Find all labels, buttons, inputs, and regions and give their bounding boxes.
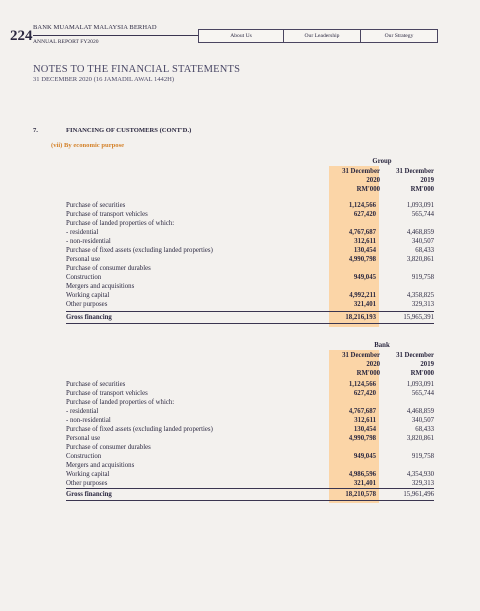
row-label: Personal use <box>66 435 101 442</box>
bank-col-2020-header <box>330 351 380 378</box>
table-row <box>66 443 434 452</box>
value-2019: 919,758 <box>411 274 434 281</box>
table-row <box>66 291 434 300</box>
value-2020: 312,611 <box>354 238 376 245</box>
value-2020: 4,986,596 <box>348 471 376 478</box>
row-label: Purchase of securities <box>66 202 126 209</box>
value-2019: 340,507 <box>411 417 434 424</box>
value-2020: 4,990,798 <box>348 256 376 263</box>
table-row <box>66 210 434 219</box>
col-header-date: 31 December <box>396 168 434 175</box>
value-2020: 1,124,566 <box>348 202 376 209</box>
table-row <box>66 246 434 255</box>
value-2019: 68,433 <box>415 247 434 254</box>
section-subtitle: (vii) By economic purpose <box>51 142 125 149</box>
col-header-year: 2019 <box>420 177 434 184</box>
col-header-year: 2019 <box>420 361 434 368</box>
table-row <box>66 461 434 470</box>
value-2019: 329,313 <box>411 301 434 308</box>
report-name: ANNUAL REPORT FY2020 <box>33 39 99 45</box>
header-divider <box>33 35 223 36</box>
row-label: Mergers and acquisitions <box>66 283 135 290</box>
row-label: Purchase of transport vehicles <box>66 390 148 397</box>
gross-financing-row <box>66 313 434 322</box>
notes-title: NOTES TO THE FINANCIAL STATEMENTS <box>33 64 241 75</box>
row-label: Purchase of fixed assets (excluding landed properties) <box>66 247 213 254</box>
value-2019: 565,744 <box>411 211 434 218</box>
row-label: Purchase of consumer durables <box>66 265 151 272</box>
row-label: Mergers and acquisitions <box>66 462 135 469</box>
row-label: Purchase of landed properties of which: <box>66 399 175 406</box>
table-row <box>66 380 434 389</box>
bank-table-entity: Bank <box>374 342 390 349</box>
row-label: Purchase of consumer durables <box>66 444 151 451</box>
value-2019: 3,820,861 <box>406 435 434 442</box>
table-row <box>66 425 434 434</box>
group-table-entity: Group <box>372 158 392 165</box>
value-2020: 18,210,578 <box>345 491 376 498</box>
col-header-unit: RM'000 <box>410 186 434 193</box>
value-2020: 130,454 <box>353 426 376 433</box>
value-2020: 627,420 <box>353 390 376 397</box>
value-2020: 4,990,798 <box>348 435 376 442</box>
gross-financing-row <box>66 490 434 499</box>
row-label: Personal use <box>66 256 101 263</box>
row-label: - non-residential <box>66 417 111 424</box>
page-number: 224 <box>10 28 33 44</box>
col-header-unit: RM'000 <box>356 186 380 193</box>
group-col-2019-header <box>384 167 434 194</box>
value-2019: 340,507 <box>411 238 434 245</box>
bank-col-2019-header <box>384 351 434 378</box>
nav-our-strategy-button[interactable]: Our Strategy <box>360 29 438 43</box>
total-top-rule <box>66 311 434 312</box>
value-2019: 1,093,091 <box>406 202 434 209</box>
value-2019: 329,313 <box>411 480 434 487</box>
value-2019: 4,468,859 <box>406 229 434 236</box>
value-2020: 949,045 <box>353 453 376 460</box>
col-header-year: 2020 <box>366 177 380 184</box>
row-label: Other purposes <box>66 480 108 487</box>
col-header-unit: RM'000 <box>410 370 434 377</box>
row-label: Purchase of securities <box>66 381 126 388</box>
value-2020: 4,992,211 <box>349 292 376 299</box>
row-label: Purchase of fixed assets (excluding landed properties) <box>66 426 213 433</box>
row-label: Other purposes <box>66 301 108 308</box>
table-row <box>66 201 434 210</box>
table-row <box>66 398 434 407</box>
value-2019: 565,744 <box>411 390 434 397</box>
table-row <box>66 228 434 237</box>
row-label: Working capital <box>66 292 110 299</box>
value-2020: 321,401 <box>353 480 376 487</box>
row-label: Gross financing <box>66 314 112 321</box>
value-2019: 15,961,496 <box>403 491 434 498</box>
nav-about-us-button[interactable]: About Us <box>198 29 284 43</box>
value-2019: 4,468,859 <box>406 408 434 415</box>
table-row <box>66 282 434 291</box>
table-row <box>66 264 434 273</box>
table-row <box>66 219 434 228</box>
row-label: Purchase of transport vehicles <box>66 211 148 218</box>
value-2020: 312,611 <box>354 417 376 424</box>
table-row <box>66 416 434 425</box>
table-row <box>66 255 434 264</box>
table-row <box>66 470 434 479</box>
value-2020: 18,216,193 <box>345 314 376 321</box>
table-row <box>66 273 434 282</box>
value-2019: 919,758 <box>411 453 434 460</box>
col-header-date: 31 December <box>396 352 434 359</box>
col-header-date: 31 December <box>342 168 380 175</box>
value-2020: 1,124,566 <box>348 381 376 388</box>
row-label: Gross financing <box>66 491 112 498</box>
value-2020: 130,454 <box>353 247 376 254</box>
group-col-2020-header <box>330 167 380 194</box>
value-2020: 4,767,687 <box>348 408 376 415</box>
value-2019: 4,358,825 <box>406 292 434 299</box>
table-row <box>66 479 434 488</box>
row-label: Construction <box>66 453 102 460</box>
value-2019: 3,820,861 <box>406 256 434 263</box>
value-2020: 321,401 <box>353 301 376 308</box>
value-2020: 627,420 <box>353 211 376 218</box>
bank-name: BANK MUAMALAT MALAYSIA BERHAD <box>33 24 157 31</box>
total-bottom-rule <box>66 500 434 501</box>
value-2019: 1,093,091 <box>406 381 434 388</box>
notes-subtitle: 31 DECEMBER 2020 (16 JAMADIL AWAL 1442H) <box>33 76 175 83</box>
value-2019: 15,965,391 <box>403 314 434 321</box>
row-label: - non-residential <box>66 238 111 245</box>
value-2019: 4,354,930 <box>406 471 434 478</box>
row-label: Purchase of landed properties of which: <box>66 220 175 227</box>
row-label: - residential <box>66 229 99 236</box>
total-top-rule <box>66 488 434 489</box>
row-label: Construction <box>66 274 102 281</box>
value-2020: 4,767,687 <box>348 229 376 236</box>
row-label: - residential <box>66 408 99 415</box>
section-title: FINANCING OF CUSTOMERS (CONT'D.) <box>66 127 192 134</box>
col-header-year: 2020 <box>366 361 380 368</box>
value-2019: 68,433 <box>415 426 434 433</box>
table-row <box>66 389 434 398</box>
row-label: Working capital <box>66 471 110 478</box>
section-number: 7. <box>33 127 38 134</box>
table-row <box>66 300 434 309</box>
col-header-date: 31 December <box>342 352 380 359</box>
total-bottom-rule <box>66 323 434 324</box>
nav-our-leadership-button[interactable]: Our Leadership <box>283 29 361 43</box>
col-header-unit: RM'000 <box>356 370 380 377</box>
table-row <box>66 434 434 443</box>
table-row <box>66 407 434 416</box>
table-row <box>66 237 434 246</box>
value-2020: 949,045 <box>353 274 376 281</box>
table-row <box>66 452 434 461</box>
